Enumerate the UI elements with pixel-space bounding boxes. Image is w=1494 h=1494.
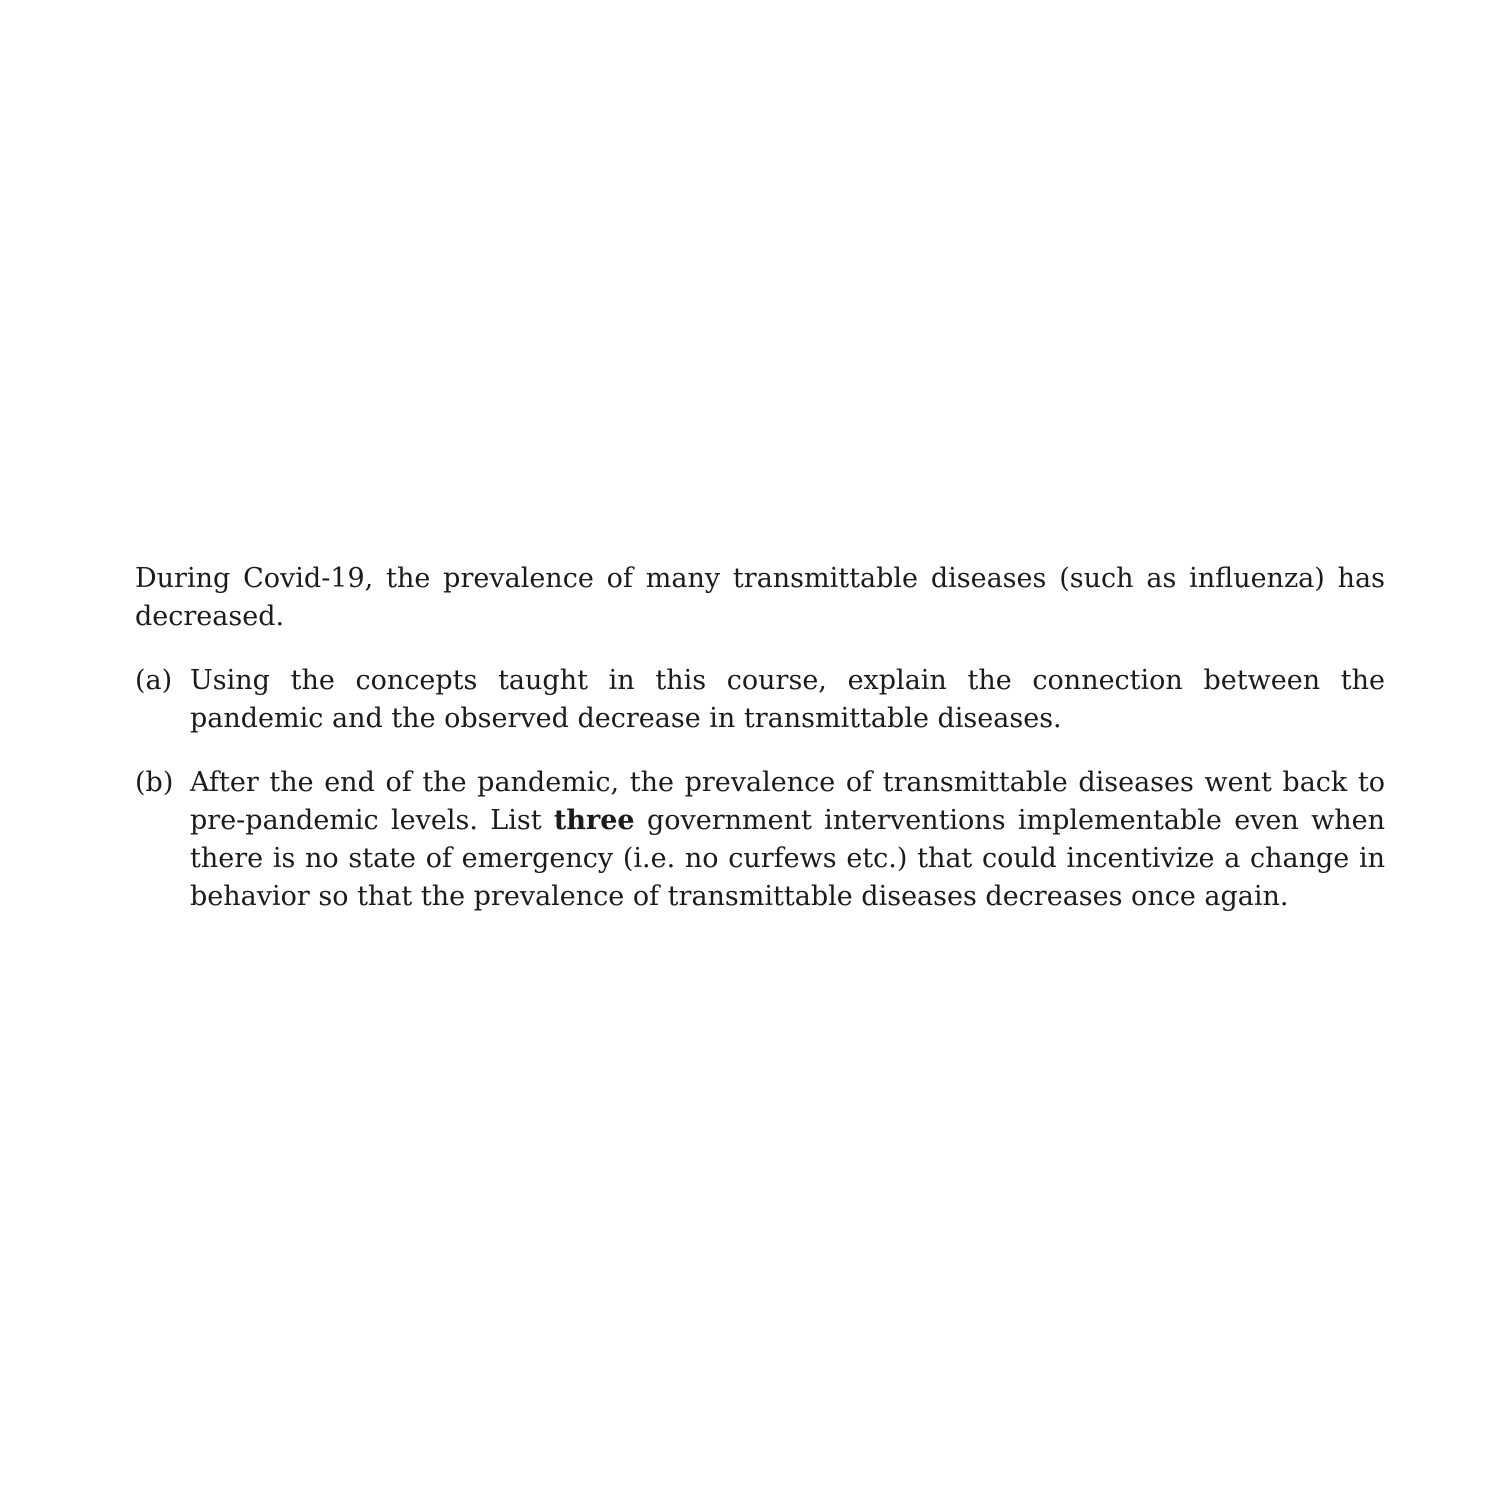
- intro-paragraph: During Covid-19, the prevalence of many transmittable diseases (such as influenza) has decreased.: [135, 563, 1385, 632]
- question-b-label: (b): [135, 767, 174, 798]
- question-a: [135, 662, 1385, 738]
- question-b: [135, 764, 1385, 916]
- question-b-text-before: After the end of the pandemic, the prevalence of transmittable diseases went back to pre-pandemic levels. List: [190, 767, 1385, 836]
- question-block: [135, 560, 1385, 942]
- question-a-text: Using the concepts taught in this course, explain the connection between the pandemic and the observed decrease in transmittable diseases.: [190, 665, 1385, 734]
- question-a-label: (a): [135, 665, 173, 696]
- question-b-text-after: government interventions implementable even when there is no state of emergency (i.e. no curfews etc.) that could incentivize a change in behavior so that the prevalence of transmittable diseases decreases once again.: [190, 805, 1386, 912]
- question-b-emphasis: three: [553, 805, 635, 836]
- question-b-text: [190, 767, 1385, 912]
